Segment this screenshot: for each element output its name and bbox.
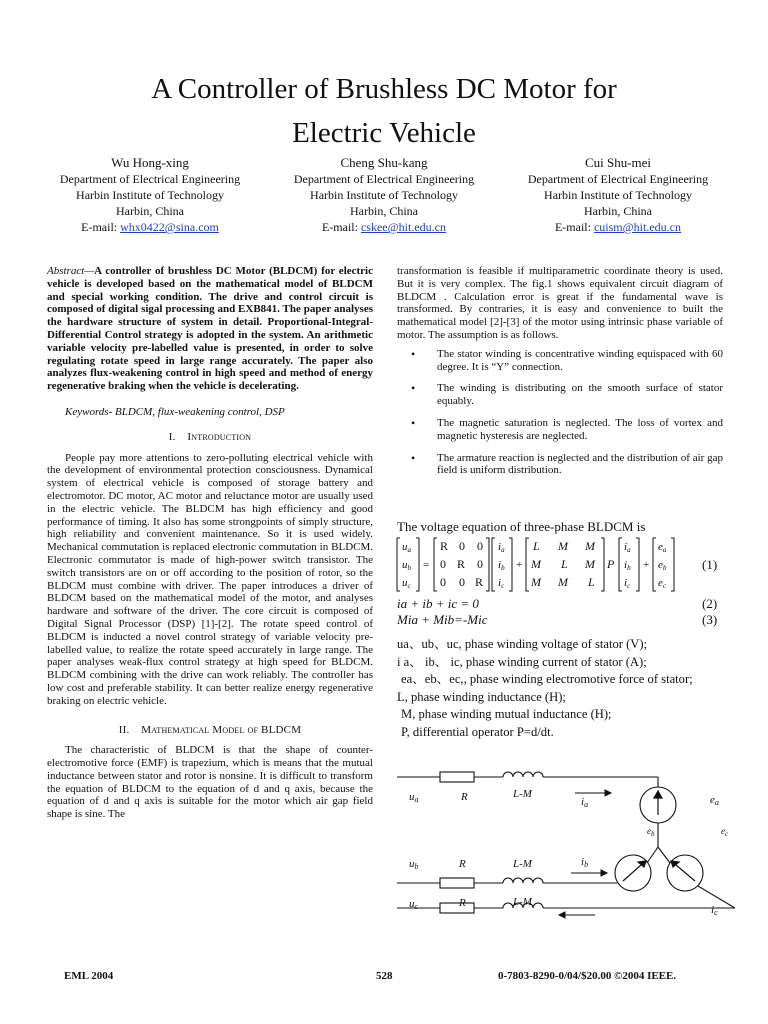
- list-item: • The winding is distributing on the smooth surface of stator equably.: [437, 382, 723, 408]
- equation-2: ia + ib + ic = 0: [397, 596, 479, 611]
- equation-intro: The voltage equation of three-phase BLDCM is: [397, 519, 646, 534]
- label-R: R: [459, 897, 466, 909]
- label-ua: ua: [409, 791, 419, 804]
- email-label: E-mail:: [554, 220, 591, 234]
- label-eb: $e_b$: [647, 826, 655, 838]
- label-R: R: [459, 858, 466, 870]
- right-intro-paragraph: transformation is feasible if multiparametric coordinate theory is used. But it is very complex. The fig.1 shows equivalent circuit diagram of BLDCM . Calculation error is great if the fundamental wave is transformed. By contraries, it is easy and convenience to built the mathematical model [2]-[3] of the motor using intrinsic phase variable of motor. The assumption is as follows.: [397, 265, 723, 341]
- author-email-link[interactable]: cuism@hit.edu.cn: [593, 220, 682, 234]
- svg-text:M: M: [558, 575, 568, 589]
- svg-text:M: M: [585, 557, 595, 571]
- definition-line: ua、ub、uc, phase winding voltage of stator (V);: [397, 637, 648, 651]
- author-name: Wu Hong-xing: [111, 155, 189, 170]
- equation-2-number: (2): [702, 596, 718, 611]
- label-ic: ic: [711, 904, 718, 917]
- email-label: E-mail:: [321, 220, 358, 234]
- author-city: Harbin, China: [350, 204, 418, 218]
- definition-line: M, phase winding mutual inductance (H);: [401, 707, 612, 721]
- author-block-1: [35, 155, 265, 235]
- svg-text:ub: ub: [402, 559, 411, 572]
- author-inst: Harbin Institute of Technology: [310, 188, 458, 202]
- definition-line: L, phase winding inductance (H);: [397, 689, 566, 704]
- left-column: [47, 265, 373, 821]
- footer-conference: EML 2004: [64, 970, 114, 982]
- svg-text:R: R: [475, 575, 484, 589]
- svg-text:ia: ia: [624, 541, 631, 554]
- svg-text:P: P: [607, 557, 615, 571]
- author-inst: Harbin Institute of Technology: [544, 188, 692, 202]
- svg-text:+: +: [516, 559, 523, 571]
- paper-title-line2: Electric Vehicle: [292, 117, 476, 149]
- list-item: • The stator winding is concentrative winding equispaced with 60 degree. It is “Y” connection.: [437, 348, 723, 374]
- paper-title-line1: A Controller of Brushless DC Motor for: [151, 73, 617, 105]
- definition-line: i a、 ib、 ic, phase winding current of stator (A);: [397, 654, 647, 669]
- svg-text:R: R: [457, 557, 466, 571]
- abstract-text: A controller of brushless DC Motor (BLDCM) for electric vehicle is developed based on the mathematical model of BLDCM and special working condition. The drive and control circuit is composed of digital sigal processing and EXB841. The paper analyses the hardware structure of system in detail. Proportional-Integral-Differential Control strategy is adopted in the system. An arithmetic variable velocity pre-labelled value is presented, in order to solve regulating rotate speed in large range accurately. The paper also analyzes flux-weakening control in high speed and method of energy regenerative braking when the vehicle is decelerating.: [47, 265, 373, 393]
- svg-text:L: L: [561, 557, 568, 571]
- abstract-label: Abstract—: [47, 265, 95, 277]
- author-block-3: [503, 155, 733, 235]
- abstract: [47, 265, 373, 393]
- symbol-definitions: [397, 636, 723, 741]
- footer-copyright: 0-7803-8290-0/04/$20.00 ©2004 IEEE.: [498, 970, 677, 982]
- label-LM: L-M: [513, 896, 532, 908]
- author-dept: Department of Electrical Engineering: [59, 172, 241, 186]
- label-ea: ea: [710, 794, 719, 807]
- author-name: Cheng Shu-kang: [340, 155, 428, 170]
- definition-line: ea、eb、ec,, phase winding electromotive force of stator;: [401, 672, 693, 686]
- label-LM: L-M: [513, 788, 532, 800]
- svg-text:L: L: [533, 539, 540, 553]
- svg-text:ic: ic: [624, 577, 631, 590]
- svg-text:0: 0: [459, 539, 465, 553]
- author-email-link[interactable]: whx0422@sina.com: [120, 220, 219, 234]
- author-dept: Department of Electrical Engineering: [527, 172, 709, 186]
- svg-text:L: L: [588, 575, 595, 589]
- svg-text:=: =: [423, 559, 430, 571]
- svg-text:ec: ec: [658, 577, 666, 590]
- author-city: Harbin, China: [584, 204, 652, 218]
- svg-text:ib: ib: [498, 559, 505, 572]
- author-block-2: [269, 155, 499, 235]
- author-inst: Harbin Institute of Technology: [76, 188, 224, 202]
- equation-1-number: (1): [702, 557, 718, 572]
- equivalent-circuit-figure: [395, 765, 740, 925]
- svg-text:+: +: [643, 559, 650, 571]
- svg-text:ea: ea: [658, 541, 667, 554]
- author-email-link[interactable]: cskee@hit.edu.cn: [360, 220, 447, 234]
- label-ia: ia: [581, 796, 589, 809]
- section-heading-introduction: I. Introduction: [168, 430, 252, 443]
- svg-text:uc: uc: [402, 577, 411, 590]
- label-ub: ub: [409, 858, 419, 871]
- label-ib: ib: [581, 856, 589, 869]
- svg-text:0: 0: [440, 575, 446, 589]
- svg-text:M: M: [585, 539, 595, 553]
- svg-text:0: 0: [440, 557, 446, 571]
- list-item: • The armature reaction is neglected and the distribution of air gap field is uniform distribution.: [437, 452, 723, 478]
- introduction-paragraph: People pay more attentions to zero-polluting electrical vehicle with the development of environmental protection consciousness. Dynamical system of electrical vehicle is composed of storage battery and electromotor. DC motor, AC motor and reluctance motor are usually used in the electric vehicle. The BLDCM has high efficiency and good performance of timing. It also has some strongpoints of simply structure, high reliability and convenient maintenance. So it is used widely. Mechanical commutation is replaced electronic commutation in BLDCM. Electronic commutator is made of high-power switch transistor. The switch transistors are on or off according to the position of rotor, so the BLDCM must combine with driver. The paper introduces a driver of BLDCM based on the mathematical model of the motor, and analyses hardware and software of the driver. The core circuit is composed of Digital Signal Processor (DSP) [1]-[2]. The rotate speed control of BLDCM is inducted a novel control strategy of variable velocity pre-labelled value, to realize the rotate speed accurately in large range. The paper analyses weak-flux control strategy at high speed for BLDCM. BLDCM combining with the drive can work reliably. The controller has low cost and preferable stability. It can better realize energy regenerative braking on electric vehicle.: [47, 451, 373, 707]
- svg-text:M: M: [531, 557, 541, 571]
- section-heading-model: II. Mathematical Model of BLDCM: [118, 723, 302, 736]
- svg-text:ia: ia: [498, 541, 505, 554]
- author-name: Cui Shu-mei: [584, 155, 652, 170]
- email-label: E-mail:: [81, 220, 118, 234]
- svg-text:0: 0: [477, 557, 483, 571]
- svg-text:eb: eb: [658, 559, 667, 572]
- label-R: R: [461, 791, 468, 803]
- label-uc: uc: [409, 898, 419, 911]
- svg-text:ic: ic: [498, 577, 505, 590]
- label-ec: $e_c$: [721, 826, 729, 838]
- svg-text:0: 0: [459, 575, 465, 589]
- right-column: [397, 265, 723, 486]
- footer-page-number: 528: [376, 970, 393, 982]
- definition-line: P, differential operator P=d/dt.: [401, 724, 554, 739]
- label-LM: L-M: [513, 858, 532, 870]
- svg-text:R: R: [440, 539, 449, 553]
- voltage-equation-matrix: [395, 535, 725, 595]
- model-paragraph: The characteristic of BLDCM is that the shape of counter-electromotive force (EMF) is trapezium, which is means that the mutual inductance between stator and rotor is nonsine. It is difficult to transform the equation of BLDCM to the equation of d and q axis, because the equation of d and q axis is suitable for the motor which air gap field shape is sine. The: [47, 744, 373, 821]
- list-item: • The magnetic saturation is neglected. The loss of vortex and magnetic hysteresis are neglected.: [437, 417, 723, 443]
- svg-text:0: 0: [477, 539, 483, 553]
- author-dept: Department of Electrical Engineering: [293, 172, 475, 186]
- svg-text:ib: ib: [624, 559, 631, 572]
- equation-3: Mia + Mib=-Mic: [397, 612, 488, 627]
- svg-text:M: M: [558, 539, 568, 553]
- keywords: Keywords- BLDCM, flux-weakening control, DSP: [65, 405, 285, 418]
- svg-text:ua: ua: [402, 541, 411, 554]
- author-city: Harbin, China: [116, 204, 184, 218]
- equation-3-number: (3): [702, 612, 718, 627]
- svg-text:M: M: [531, 575, 541, 589]
- assumption-list: [397, 348, 723, 477]
